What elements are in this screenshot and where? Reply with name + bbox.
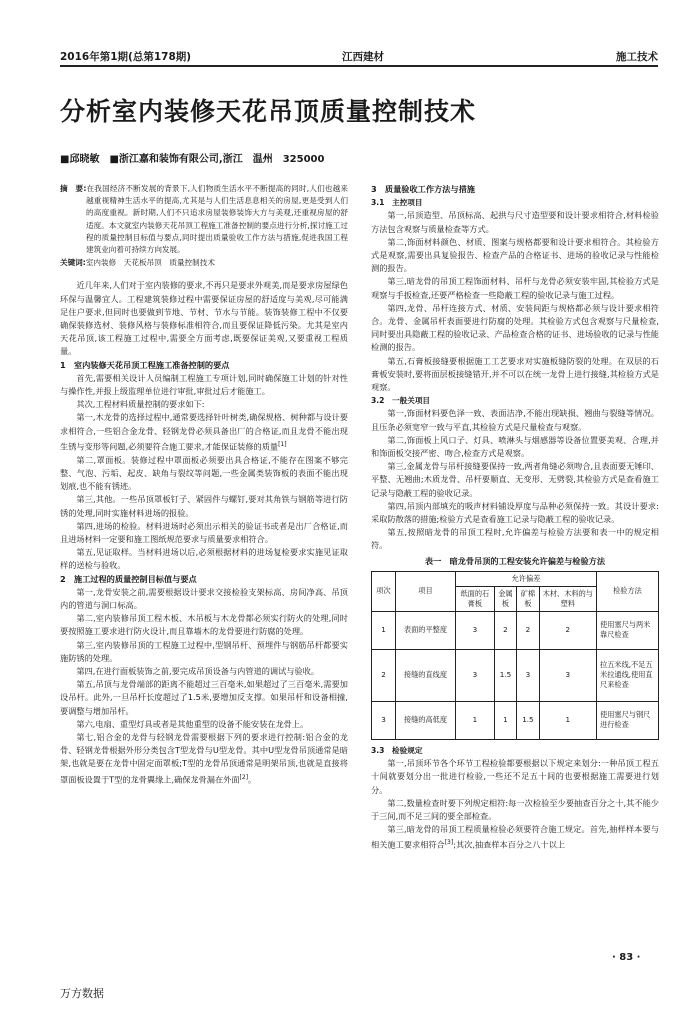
table-row <box>372 611 659 649</box>
table-row <box>372 701 659 739</box>
paragraph-text: 第一,木龙骨的选择过程中,通常要选择针叶树类,确保规格、树种都与设计要求相符合,一些铝合金龙骨、轻钢龙骨必须具备出厂的合格证,而且龙骨不能出现生锈与变形等问题,必须要符合施工要求,才能保证装修的质量 <box>60 412 348 452</box>
paragraph-text: 3 质量验收工作方法与措施 <box>371 184 475 194</box>
abstract <box>60 183 348 256</box>
paragraph-tail: ;其次,抽查样本百分之八十以上 <box>453 840 566 851</box>
deviation-table <box>371 571 659 740</box>
paragraph-text: 第四,龙骨、吊杆连接方式、材质、安装间距与规格都必须与设计要求相符合。龙骨、金属吊杆表面要进行防腐的处理。其检验方式包含观察与尺量检查,同时要出具隐蔽工程的验收记录、产品检查合格的证书、进场验收的记录与性能检测的报告。 <box>371 302 659 353</box>
body-paragraph <box>60 520 348 546</box>
table-row <box>372 649 659 701</box>
th-allow: 允许偏差 <box>456 571 597 586</box>
cell: 拉五米线,不足五米拉通线,使用直尺来检查 <box>597 649 659 701</box>
paragraph-text: 第二,罩面板。装修过程中罩面板必须要出具合格证,不能存在图案不够完整、气泡、污垢、起皮、缺角与裂纹等问题,一些金属类装饰板的表面不能出现划痕,也不能有锈迹。 <box>60 454 348 492</box>
paragraph-text: 第五,石膏板接缝要根据施工工艺要求对实施板缝防裂的处理。在双层的石膏板安装时,要将面层板接缝错开,并不可以在统一龙骨上进行接缝,其检验方式是观察。 <box>371 355 659 393</box>
subsection-heading <box>371 394 659 407</box>
right-body-bottom <box>371 744 659 852</box>
cell: 2 <box>372 649 396 701</box>
cell: 3 <box>539 649 596 701</box>
footer-watermark: 万方数据 <box>60 987 104 1000</box>
body-paragraph <box>60 665 348 678</box>
body-paragraph <box>60 493 348 519</box>
paragraph-text: 第二,数量检查时要下列规定相符:每一次检验至少要抽查百分之十,其不能少于三间,而不足三间的要全部检查。 <box>371 797 659 821</box>
section-name: 施工技术 <box>616 51 658 63</box>
th-method: 检验方法 <box>597 571 659 611</box>
body-paragraph <box>371 407 659 433</box>
body-paragraph <box>371 500 659 526</box>
body-paragraph <box>371 302 659 355</box>
citation: [3] <box>444 839 454 847</box>
paragraph-text: 3.2 一般关项目 <box>371 396 431 406</box>
subsection-heading <box>371 196 659 209</box>
body-paragraph <box>371 355 659 395</box>
paragraph-text: 第二,饰面材料颜色、材质、图案与规格都要和设计要求相符合。其检验方式是观察,需要出具复验报告、检查产品的合格证书、进场的验收记录与性能检测的报告。 <box>371 236 659 274</box>
citation: [2] <box>239 773 249 781</box>
paragraph-text: 第三,暗龙骨的吊顶工程质量检验必须要符合施工规定。首先,抽样样本要与相关施工要求相符合 <box>371 824 659 851</box>
left-body <box>60 279 348 786</box>
body-paragraph <box>60 411 348 453</box>
paragraph-text: 第一,龙骨安装之前,需要根据设计要求交接检验支架标高、房间净高、吊顶内的管道与洞口标高。 <box>60 586 348 611</box>
th-no: 项次 <box>372 571 396 611</box>
body-paragraph <box>60 398 348 411</box>
paragraph-text: 近几年来,人们对于室内装修的要求,不再只是要求外观美,而是要求房屋绿色环保与温馨宜人。工程建筑装修过程中需要保证房屋的舒适度与美观,尽可能满足住户要求,但同时也要做到节地、节材、节水与节能。装饰装修工程中不仅要确保装修选材、装修风格与装修标准相符合,而且要保证降低污染。尤其是室内天花吊顶,该工程施工过程中,需要全方面考虑,既要保证美观,又要重视工程质量。 <box>60 280 348 357</box>
paragraph-text: 第四,吊顶内部填充的吸声材料铺设厚度与品种必须保持一致。其设计要求:采取防散落的措施;检验方式是查看施工记录与隐蔽工程的验收记录。 <box>371 500 659 525</box>
body-paragraph <box>371 434 659 460</box>
cell: 1.5 <box>494 649 516 701</box>
cell: 表面的平整度 <box>396 611 456 649</box>
paragraph-text: 第五,吊顶与龙骨端部的距离不能超过三百毫米,如果超过了三百毫米,需要加设吊杆。此外,一旦吊杆长度超过了1.5米,要增加反支撑。如果吊杆和设备相撞,要调整与增加吊杆。 <box>60 679 348 716</box>
paragraph-text: 第二,室内装修吊顶工程木板、木吊板与木龙骨都必须实行防火的处理,同时要按照施工要求进行防火设计,而且靠墙木的龙骨要进行防腐的处理。 <box>60 613 348 637</box>
paragraph-text: 第一,吊顶环节各个环节工程检验都要根据以下规定来划分:一种吊顶工程五十间就要划分出一批进行检验,一些还不足五十间的也要根据施工需要进行划分。 <box>371 758 659 795</box>
section-heading <box>60 573 348 586</box>
cell: 1 <box>372 611 396 649</box>
paragraph-text: 第三,其他。一些吊顶罩板钉子、紧固件与螺钉,要对其角铁与钢筋等进行防锈的处理,同时实施材料进场的报验。 <box>60 494 348 518</box>
paragraph-text: 第三,暗龙骨的吊顶工程饰面材料、吊杆与龙骨必须安装牢固,其检验方式是观察与手扳检查,还要严格检查一些隐蔽工程的验收记录与施工过程。 <box>371 276 659 300</box>
right-body-top <box>371 183 659 553</box>
journal-name: 江西建材 <box>342 51 384 63</box>
body-paragraph <box>60 612 348 638</box>
section-heading <box>371 183 659 196</box>
cell: 3 <box>372 701 396 739</box>
right-column <box>371 183 659 852</box>
paragraph-text: 1 室内装修天花吊顶工程施工准备控制的要点 <box>60 359 230 370</box>
cell: 1.5 <box>517 701 539 739</box>
body-paragraph <box>371 823 659 852</box>
th-sub: 木材、木料的与塑料 <box>539 586 596 611</box>
cell: 1 <box>456 701 495 739</box>
body-paragraph <box>60 718 348 731</box>
cell: 使用塞尺与两米靠尺检查 <box>597 611 659 649</box>
cell: 3 <box>456 611 495 649</box>
paragraph-text: 第四,进场的检验。材料进场时必须出示相关的验证书或者是出厂合格证,而且进场材料一定要和施工图纸规范要求与质量要求相符合。 <box>60 520 348 545</box>
author-line: ■邱晓敏 ■浙江嘉和装饰有限公司,浙江 温州 325000 <box>60 154 325 165</box>
left-column <box>60 183 348 787</box>
abstract-text: 在我国经济不断发展的背景下,人们物质生活水平不断提高的同时,人们也越来越重视精神生活水平的提高,尤其是与人们生活息息相关的房屋,更是受到人们的高度重视。新时期,人们不只追求房屋装修装饰大方与美观,还重视房屋的舒适度。本文就室内装修天花吊顶工程施工准备控制的要点进行分析,探讨施工过程的质量控制目标值与要点,同时提出质量验收工作方法与措施,促进我国工程建筑业向着可持续方向发展。 <box>86 184 348 255</box>
paragraph-text: 第四,在进行面板装饰之前,要完成吊顶设备与内管道的调试与验收。 <box>76 666 320 677</box>
body-paragraph <box>60 639 348 665</box>
th-item: 项目 <box>396 571 456 611</box>
body-paragraph <box>371 526 659 552</box>
paragraph-text: 第七,铝合金的龙骨与轻钢龙骨需要根据下列的要求进行控制:铝合金的龙骨、轻钢龙骨根据外形分类包含T型龙骨与U型龙骨。其中U型龙骨吊顶通常是暗架,也就是要在龙骨中固定面罩板;T型的龙骨吊顶通常是明架吊顶,也就是直接将罩面板设置于T型的龙骨翼缘上,确保龙骨漏在外面 <box>60 732 348 785</box>
body-paragraph: 第七,铝合金的龙骨与轻钢龙骨需要根据下列的要求进行控制:铝合金的龙骨、轻钢龙骨根据外形分类包含T型龙骨与U型龙骨。其中U型龙骨吊顶通常是暗架,也就是要在龙骨中固定面罩板;T型的龙骨吊顶通常是明架吊顶,也就是直接将罩面板设置于T型的龙骨翼缘上,确保龙骨漏在外面[2]。 <box>60 732 348 785</box>
body-paragraph <box>371 797 659 823</box>
keywords-text: 室内装修 天花板吊顶 质量控制技术 <box>85 258 215 268</box>
table-caption: 表一 暗龙骨吊顶的工程安装允许偏差与检验方法 <box>424 555 606 566</box>
paragraph-text: 其次,工程材料质量控制的要求如下: <box>76 399 205 410</box>
cell: 3 <box>456 649 495 701</box>
paragraph-text: 第五,见证取样。当材料进场以后,必须根据材料的进场复检要求实施见证取样的送检与验收。 <box>60 547 348 571</box>
body-paragraph <box>371 757 659 797</box>
abstract-label: 摘 要: <box>60 184 87 193</box>
paragraph-text: 3.3 检验规定 <box>371 745 423 755</box>
paper-title: 分析室内装修天花吊顶质量控制技术 <box>60 97 477 126</box>
issue-info: 2016年第1期(总第178期) <box>60 51 192 63</box>
body-paragraph <box>60 372 348 398</box>
keywords-label: 关键词: <box>60 258 86 268</box>
cell: 2 <box>517 611 539 649</box>
paragraph-text: 3.1 主控项目 <box>371 198 423 208</box>
paragraph-text: 第五,按照暗龙骨的吊顶工程时,允许偏差与检验方法要和表一中的规定相符。 <box>371 527 659 551</box>
keywords <box>60 257 348 269</box>
page-number: · 83 · <box>612 952 641 963</box>
cell: 2 <box>539 611 596 649</box>
citation: [1] <box>278 440 287 448</box>
body-paragraph <box>371 460 659 500</box>
th-sub: 纸面的石膏板 <box>456 586 495 611</box>
cell: 2 <box>494 611 516 649</box>
paragraph-text: 第一,吊顶造型、吊顶标高、起拱与尺寸造型要和设计要求相符合,材料检验方法包含观察与质量检查等方式。 <box>371 210 659 234</box>
body-paragraph <box>371 275 659 301</box>
th-sub: 矿棉板 <box>517 586 539 611</box>
th-sub: 金属板 <box>494 586 516 611</box>
cell: 3 <box>517 649 539 701</box>
cell: 接缝的高低度 <box>396 701 456 739</box>
cell: 使用塞尺与钢尺进行检查 <box>597 701 659 739</box>
paragraph-text: 首先,需要相关设计人员编制工程施工专项计划,同时确保施工计划的针对性与操作性,并报上级监理单位进行审批,审批过后才能施工。 <box>60 372 348 397</box>
body-paragraph <box>60 279 348 358</box>
paragraph-text: 第一,饰面材料要色泽一致、表面洁净,不能出现缺损、翘曲与裂缝等情况。且压条必须宽窄一致与平直,其检验方式是尺量检查与观察。 <box>371 408 659 432</box>
subsection-heading <box>371 744 659 757</box>
body-paragraph <box>371 236 659 276</box>
paragraph-text: 2 施工过程的质量控制目标值与要点 <box>60 573 197 584</box>
paragraph-text: 第三,室内装修吊顶的工程施工过程中,型钢吊杆、预埋件与钢筋吊杆都要实施防锈的处理。 <box>60 639 348 663</box>
body-paragraph <box>60 454 348 494</box>
body-paragraph <box>60 546 348 572</box>
cell: 1 <box>494 701 516 739</box>
body-paragraph <box>60 586 348 612</box>
paragraph-text: 第二,饰面板上风口子、灯具、喷淋头与烟感器等设备位置要美观、合理,并和饰面板交接严密、吻合,检查方式是观察。 <box>371 434 659 459</box>
body-paragraph <box>371 209 659 235</box>
section-heading <box>60 359 348 372</box>
cell: 接缝的直线度 <box>396 649 456 701</box>
paragraph-text: 第三,金属龙骨与吊杆接缝要保持一致,两者角缝必须吻合,且表面要无锤印、平整、无翘曲;木质龙骨、吊杆要顺直、无变形、无劈裂,其检验方式是查看施工记录与隐蔽工程的验收记录。 <box>371 461 659 498</box>
cell: 1 <box>539 701 596 739</box>
body-paragraph <box>60 678 348 718</box>
running-header <box>60 45 658 67</box>
paragraph-text: 第六,电扇、重型灯具或者是其他重型的设备不能安装在龙骨上。 <box>76 718 309 729</box>
